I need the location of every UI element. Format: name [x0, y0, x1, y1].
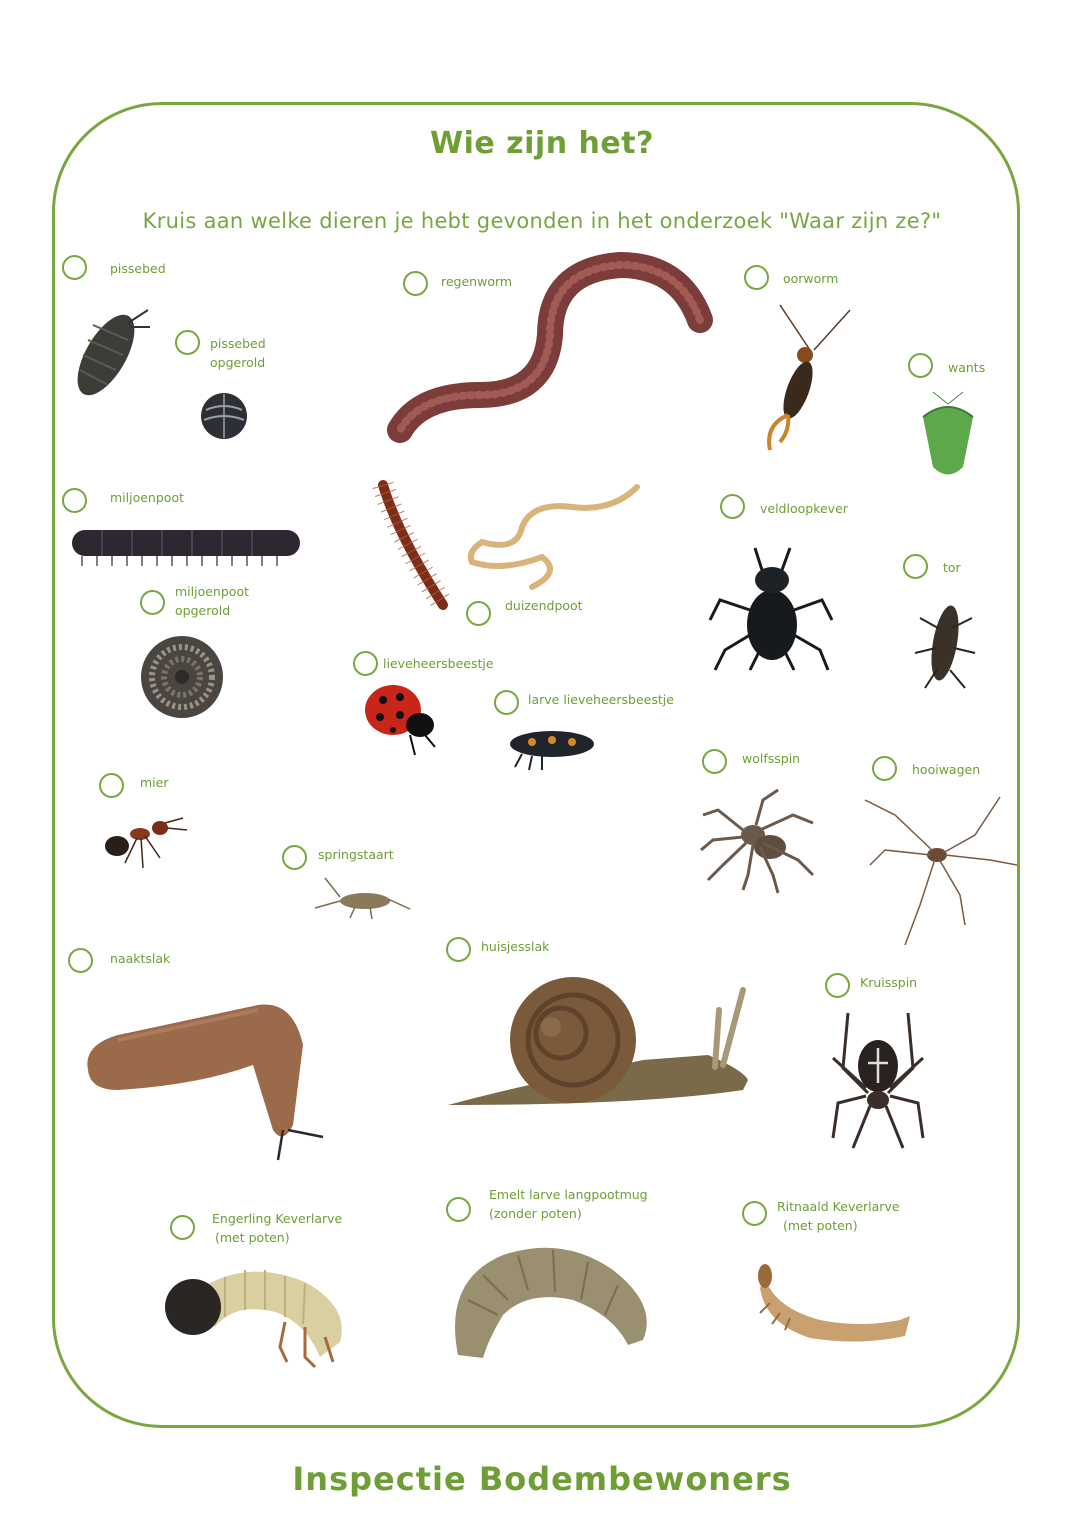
- checkbox-ritnaald[interactable]: [742, 1201, 767, 1226]
- checkbox-lieveheersbeestje[interactable]: [353, 651, 378, 676]
- checkbox-duizendpoot[interactable]: [466, 601, 491, 626]
- duizendpoot-image-2: [462, 482, 652, 592]
- engerling-image: [165, 1262, 355, 1377]
- label-duizendpoot: duizendpoot: [505, 598, 583, 613]
- checkbox-mier[interactable]: [99, 773, 124, 798]
- checkbox-huisjesslak[interactable]: [446, 937, 471, 962]
- label-hooiwagen: hooiwagen: [912, 762, 981, 777]
- label-line-2: (zonder poten): [489, 1206, 582, 1221]
- checkbox-pissebed-opgerold[interactable]: [175, 330, 200, 355]
- label-wolfsspin: wolfsspin: [742, 751, 801, 766]
- label-line-2: (met poten): [215, 1230, 290, 1245]
- wants-image: [913, 392, 983, 487]
- label-pissebed: pissebed: [110, 261, 166, 276]
- label-huisjesslak: huisjesslak: [481, 939, 550, 954]
- emelt-image: [443, 1240, 658, 1365]
- label-line-1: Emelt larve langpootmug: [489, 1187, 648, 1202]
- label-line-2: opgerold: [210, 355, 266, 370]
- checkbox-wolfsspin[interactable]: [702, 749, 727, 774]
- pissebed-opgerold-image: [200, 392, 250, 442]
- lieveheersbeestje-image: [355, 675, 445, 760]
- oorworm-image: [750, 300, 860, 460]
- checkbox-miljoenpoot[interactable]: [62, 488, 87, 513]
- label-line-2: (met poten): [783, 1218, 858, 1233]
- label-line-1: Engerling Keverlarve: [212, 1211, 343, 1226]
- label-lieveheersbeestje: lieveheersbeestje: [383, 656, 494, 671]
- naaktslak-image: [78, 995, 328, 1165]
- duizendpoot-image-1: [368, 475, 463, 615]
- checkbox-wants[interactable]: [908, 353, 933, 378]
- checkbox-engerling[interactable]: [170, 1215, 195, 1240]
- checkbox-pissebed[interactable]: [62, 255, 87, 280]
- mier-image: [95, 808, 190, 873]
- veldloopkever-image: [710, 540, 835, 680]
- checkbox-kruisspin[interactable]: [825, 973, 850, 998]
- pissebed-image: [68, 305, 158, 405]
- label-larve-lieveheersbeestje: larve lieveheersbeestje: [528, 692, 674, 707]
- checkbox-emelt[interactable]: [446, 1197, 471, 1222]
- checkbox-veldloopkever[interactable]: [720, 494, 745, 519]
- wolfsspin-image: [698, 785, 818, 895]
- label-wants: wants: [948, 360, 986, 375]
- label-springstaart: springstaart: [318, 847, 394, 862]
- label-regenworm: regenworm: [441, 274, 513, 289]
- label-oorworm: oorworm: [783, 271, 839, 286]
- label-miljoenpoot: miljoenpoot: [110, 490, 184, 505]
- springstaart-image: [310, 873, 415, 923]
- label-line-1: pissebed: [210, 336, 266, 351]
- label-naaktslak: naaktslak: [110, 951, 171, 966]
- label-tor: tor: [943, 560, 961, 575]
- label-line-1: Ritnaald Keverlarve: [777, 1199, 900, 1214]
- label-line-1: miljoenpoot: [175, 584, 249, 599]
- checkbox-larve-lieveheersbeestje[interactable]: [494, 690, 519, 715]
- checkbox-miljoenpoot-opgerold[interactable]: [140, 590, 165, 615]
- miljoenpoot-opgerold-image: [140, 635, 225, 720]
- label-line-2: opgerold: [175, 603, 231, 618]
- page-title: Wie zijn het?: [430, 126, 654, 161]
- label-miljoenpoot-opgerold: [175, 582, 249, 620]
- label-mier: mier: [140, 775, 169, 790]
- hooiwagen-image: [865, 795, 1020, 950]
- label-kruisspin: Kruisspin: [860, 975, 918, 990]
- label-veldloopkever: veldloopkever: [760, 501, 848, 516]
- larve-lieveheersbeestje-image: [497, 722, 602, 772]
- checkbox-tor[interactable]: [903, 554, 928, 579]
- footer-title: Inspectie Bodembewoners: [292, 1460, 792, 1498]
- checkbox-oorworm[interactable]: [744, 265, 769, 290]
- label-pissebed-opgerold: [210, 334, 266, 372]
- checkbox-springstaart[interactable]: [282, 845, 307, 870]
- label-emelt: [489, 1185, 648, 1223]
- checkbox-naaktslak[interactable]: [68, 948, 93, 973]
- tor-image: [910, 588, 980, 698]
- huisjesslak-image: [443, 975, 753, 1115]
- label-engerling: [212, 1209, 342, 1247]
- miljoenpoot-image: [62, 520, 307, 575]
- checkbox-hooiwagen[interactable]: [872, 756, 897, 781]
- kruisspin-image: [828, 1008, 928, 1153]
- ritnaald-image: [750, 1258, 915, 1348]
- label-ritnaald: [777, 1197, 900, 1235]
- regenworm-image: [380, 245, 720, 445]
- instruction-text: Kruis aan welke dieren je hebt gevonden in het onderzoek "Waar zijn ze?": [142, 209, 942, 233]
